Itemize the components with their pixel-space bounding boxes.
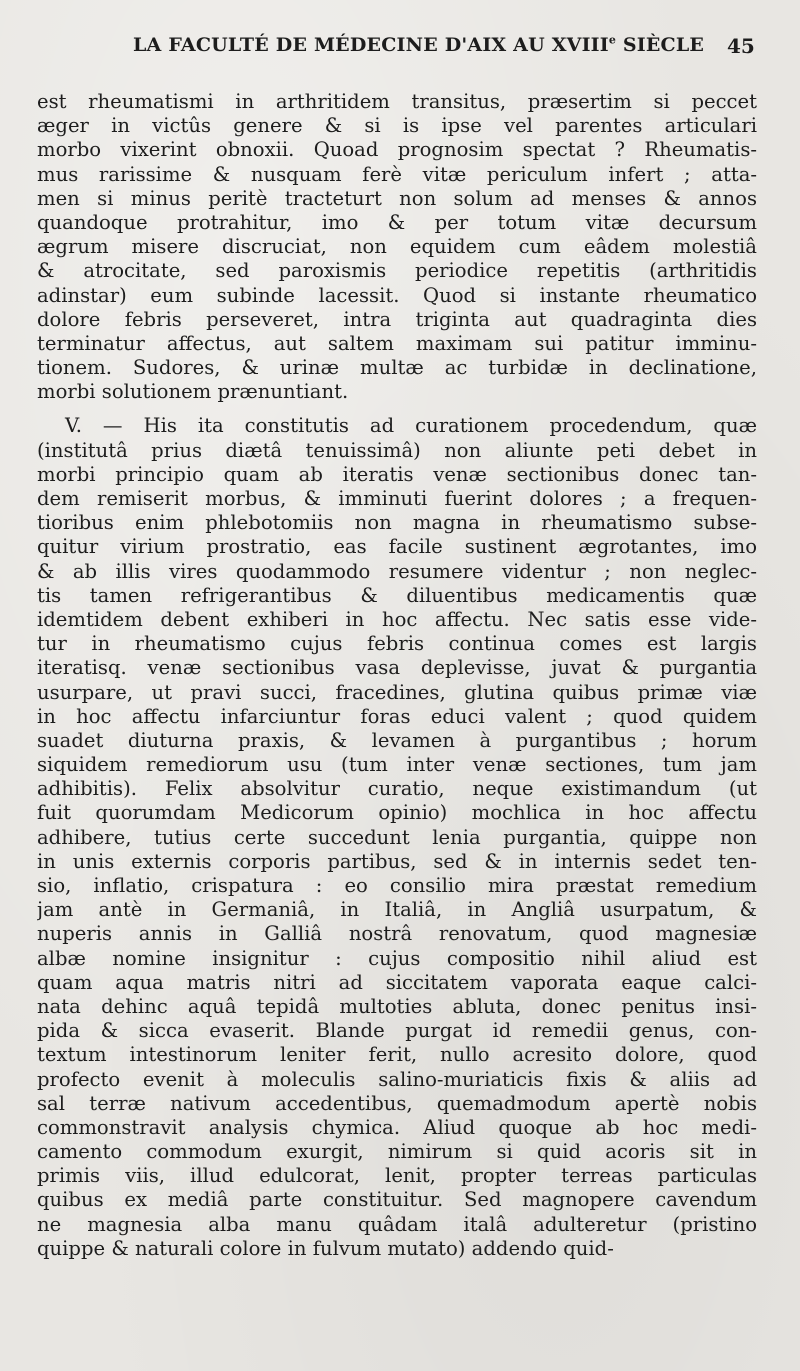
paragraph-gap — [37, 404, 757, 414]
text-line: terminatur affectus, aut saltem maximam sui patitur imminu- — [37, 331, 757, 355]
text-line: albæ nomine insignitur : cujus compositio nihil aliud est — [37, 946, 757, 970]
text-line: tis tamen refrigerantibus & diluentibus medicamentis quæ — [37, 583, 757, 607]
text-line: suadet diuturna praxis, & levamen à purgantibus ; horum — [37, 728, 757, 752]
text-line: quibus ex mediâ parte constituitur. Sed magnopere cavendum — [37, 1188, 757, 1212]
text-line: in unis externis corporis partibus, sed & in internis sedet ten- — [37, 849, 757, 873]
text-line: & atrocitate, sed paroxismis periodice repetitis (arthritidis — [37, 259, 757, 283]
running-title-end: SIÈCLE — [616, 34, 705, 56]
text-line: est rheumatismi in arthritidem transitus, præsertim si peccet — [37, 90, 757, 113]
text-line: siquidem remediorum usu (tum inter venæ sectiones, tum jam — [37, 753, 757, 777]
text-line: quippe & naturali colore in fulvum mutato) addendo quid- — [37, 1236, 614, 1260]
text-line: quitur virium prostratio, eas facile sustinent ægrotantes, imo — [37, 535, 757, 559]
text-line: dem remiserit morbus, & imminuti fuerint dolores ; a frequen- — [37, 487, 757, 510]
text-line: iteratisq. venæ sectionibus vasa deplevisse, juvat & purgantia — [37, 656, 757, 680]
text-line: ne magnesia alba manu quâdam italâ adulteretur (pristino — [37, 1212, 757, 1236]
text-line: V. — His ita constitutis ad curationem procedendum, quæ — [65, 414, 757, 438]
text-line: tioribus enim phlebotomiis non magna in rheumatismo subse- — [37, 511, 757, 535]
text-line: quandoque protrahitur, imo & per totum vitæ decursum — [37, 210, 757, 234]
paragraph — [37, 414, 757, 1261]
text-line: textum intestinorum leniter ferit, nullo acresito dolore, quod — [37, 1043, 757, 1067]
text-line: adhibere, tutius certe succedunt lenia purgantia, quippe non — [37, 825, 757, 849]
text-line: usurpare, ut pravi succi, fracedines, glutina quibus primæ viæ — [37, 680, 757, 704]
text-line: nuperis annis in Galliâ nostrâ renovatum, quod magnesiæ — [37, 922, 757, 946]
text-line: sio, inflatio, crispatura : eo consilio mira præstat remedium — [37, 874, 757, 897]
text-line: tionem. Sudores, & urinæ multæ ac turbidæ in declinatione, — [37, 356, 757, 380]
text-line: adhibitis). Felix absolvitur curatio, neque existimandum (ut — [37, 777, 757, 801]
text-line: commonstravit analysis chymica. Aliud quoque ab hoc medi- — [37, 1115, 757, 1139]
page-header — [0, 34, 800, 64]
text-line: sal terræ nativum accedentibus, quemadmodum apertè nobis — [37, 1091, 757, 1115]
text-line: nata dehinc aquâ tepidâ multoties abluta, donec penitus insi- — [37, 994, 757, 1018]
text-line: adinstar) eum subinde lacessit. Quod si instante rheumatico — [37, 283, 757, 307]
text-line: morbi solutionem prænuntiant. — [37, 380, 349, 404]
text-line: (institutâ prius diætâ tenuissimâ) non aliunte peti debet in — [37, 438, 757, 462]
body-text — [37, 90, 757, 1261]
text-line: men si minus peritè tracteturt non solum ad menses & annos — [37, 186, 757, 210]
running-title-main: LA FACULTÉ DE MÉDECINE D'AIX AU XVIII — [133, 34, 609, 56]
text-line: ægrum misere discruciat, non equidem cum eâdem molestiâ — [37, 235, 757, 259]
text-line: primis viis, illud edulcorat, lenit, propter terreas particulas — [37, 1164, 757, 1188]
running-title-superscript: e — [608, 33, 617, 47]
text-line: æger in victûs genere & si is ipse vel parentes articulari — [37, 114, 757, 138]
text-line: tur in rheumatismo cujus febris continua comes est largis — [37, 632, 757, 656]
running-title — [133, 34, 704, 56]
text-line: idemtidem debent exhiberi in hoc affectu. Nec satis esse vide- — [37, 607, 757, 631]
text-line: jam antè in Germaniâ, in Italiâ, in Angliâ usurpatum, & — [37, 898, 757, 922]
page-number: 45 — [727, 34, 755, 58]
text-line: quam aqua matris nitri ad siccitatem vaporata eaque calci- — [37, 970, 757, 994]
text-line: in hoc affectu infarciuntur foras educi valent ; quod quidem — [37, 704, 757, 728]
text-line: fuit quorumdam Medicorum opinio) mochlica in hoc affectu — [37, 801, 757, 825]
text-line: morbi principio quam ab iteratis venæ sectionibus donec tan- — [37, 462, 757, 486]
text-line: camento commodum exurgit, nimirum si quid acoris sit in — [37, 1140, 757, 1164]
text-line: & ab illis vires quodammodo resumere videntur ; non neglec- — [37, 559, 757, 583]
text-line: morbo vixerint obnoxii. Quoad prognosim spectat ? Rheumatis- — [37, 138, 757, 162]
text-line: mus rarissime & nusquam ferè vitæ periculum infert ; atta- — [37, 162, 757, 186]
text-line: profecto evenit à moleculis salino-muriaticis fixis & aliis ad — [37, 1067, 757, 1091]
text-line: pida & sicca evaserit. Blande purgat id remedii genus, con- — [37, 1019, 757, 1043]
text-line: dolore febris perseveret, intra triginta aut quadraginta dies — [37, 307, 757, 331]
paragraph — [37, 90, 757, 404]
